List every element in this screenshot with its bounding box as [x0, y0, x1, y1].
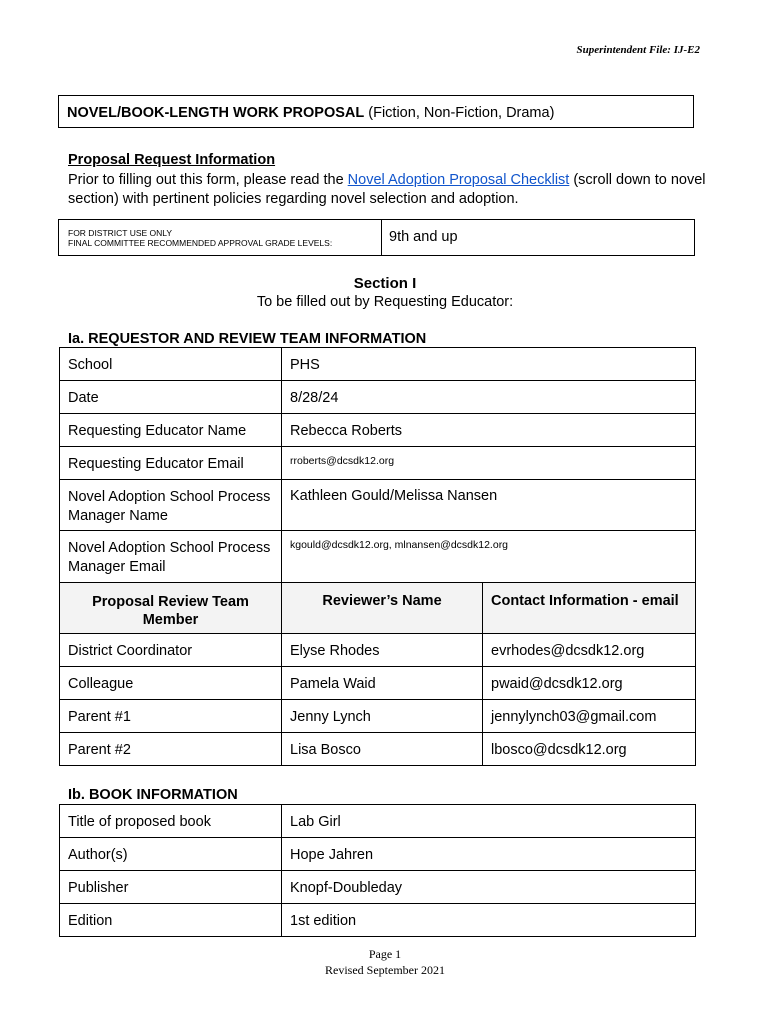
proposal-request-text	[68, 171, 708, 209]
date-label: Date	[60, 381, 282, 414]
section-subtitle: To be filled out by Requesting Educator:	[256, 294, 514, 310]
reviewer-email: jennylynch03@gmail.com	[483, 700, 696, 733]
edition-value: 1st edition	[282, 904, 696, 937]
reviewer-name: Jenny Lynch	[282, 700, 483, 733]
review-team-header-row	[60, 583, 696, 634]
table-row	[60, 634, 696, 667]
table-row	[60, 904, 696, 937]
table-row	[60, 531, 696, 583]
book-info-heading: Ib. BOOK INFORMATION	[68, 787, 238, 803]
form-title-bold: NOVEL/BOOK-LENGTH WORK PROPOSAL	[67, 105, 365, 121]
manager-name-value: Kathleen Gould/Melissa Nansen	[282, 480, 696, 531]
table-row	[60, 348, 696, 381]
district-use-label	[59, 220, 382, 255]
publisher-label: Publisher	[60, 871, 282, 904]
author-value: Hope Jahren	[282, 838, 696, 871]
author-label: Author(s)	[60, 838, 282, 871]
reviewer-email: pwaid@dcsdk12.org	[483, 667, 696, 700]
table-row	[60, 480, 696, 531]
table-row	[60, 871, 696, 904]
reviewer-email: evrhodes@dcsdk12.org	[483, 634, 696, 667]
date-value: 8/28/24	[282, 381, 696, 414]
form-title	[58, 95, 694, 128]
school-label: School	[60, 348, 282, 381]
reviewer-name: Lisa Bosco	[282, 733, 483, 766]
reviewer-email: lbosco@dcsdk12.org	[483, 733, 696, 766]
educator-email-label: Requesting Educator Email	[60, 447, 282, 480]
section-title: Section I	[353, 275, 417, 292]
manager-email-label: Novel Adoption School Process Manager Email	[60, 531, 282, 583]
table-row	[60, 733, 696, 766]
table-row	[60, 700, 696, 733]
reviewer-name: Elyse Rhodes	[282, 634, 483, 667]
member-role: Colleague	[60, 667, 282, 700]
publisher-value: Knopf-Doubleday	[282, 871, 696, 904]
reviewer-name: Pamela Waid	[282, 667, 483, 700]
column-header-reviewer: Reviewer’s Name	[282, 583, 483, 634]
educator-name-label: Requesting Educator Name	[60, 414, 282, 447]
district-use-box	[58, 219, 695, 256]
requestor-table	[59, 347, 696, 766]
request-text-after: (scroll down to novel section) with pertinent policies regarding novel selection and adoption.	[68, 172, 706, 207]
book-title-value: Lab Girl	[282, 805, 696, 838]
educator-name-value: Rebecca Roberts	[282, 414, 696, 447]
page-number: Page 1	[368, 947, 402, 961]
revision-date: Revised September 2021	[325, 963, 445, 977]
table-row	[60, 805, 696, 838]
school-value: PHS	[282, 348, 696, 381]
request-text-before: Prior to filling out this form, please read the	[68, 172, 348, 188]
table-row	[60, 447, 696, 480]
checklist-link[interactable]: Novel Adoption Proposal Checklist	[347, 172, 570, 188]
table-row	[60, 414, 696, 447]
column-header-contact: Contact Information - email	[483, 583, 696, 634]
proposal-request-heading: Proposal Request Information	[68, 152, 276, 168]
manager-email-value: kgould@dcsdk12.org, mlnansen@dcsdk12.org	[282, 531, 696, 583]
requestor-heading: Ia. REQUESTOR AND REVIEW TEAM INFORMATION	[68, 331, 427, 347]
district-use-line2: FINAL COMMITTEE RECOMMENDED APPROVAL GRADE LEVELS:	[68, 238, 333, 248]
member-role: Parent #2	[60, 733, 282, 766]
table-row	[60, 381, 696, 414]
member-role: Parent #1	[60, 700, 282, 733]
superintendent-file-label: Superintendent File: IJ-E2	[576, 44, 700, 56]
book-info-table	[59, 804, 696, 937]
table-row	[60, 838, 696, 871]
edition-label: Edition	[60, 904, 282, 937]
member-role: District Coordinator	[60, 634, 282, 667]
district-use-line1: FOR DISTRICT USE ONLY	[68, 228, 173, 238]
column-header-member: Proposal Review Team Member	[60, 583, 282, 634]
page-footer	[0, 946, 770, 978]
book-title-label: Title of proposed book	[60, 805, 282, 838]
educator-email-value: rroberts@dcsdk12.org	[282, 447, 696, 480]
table-row	[60, 667, 696, 700]
form-title-subtitle: (Fiction, Non-Fiction, Drama)	[364, 105, 555, 121]
approved-grade-levels: 9th and up	[389, 229, 458, 245]
manager-name-label: Novel Adoption School Process Manager Name	[60, 480, 282, 531]
